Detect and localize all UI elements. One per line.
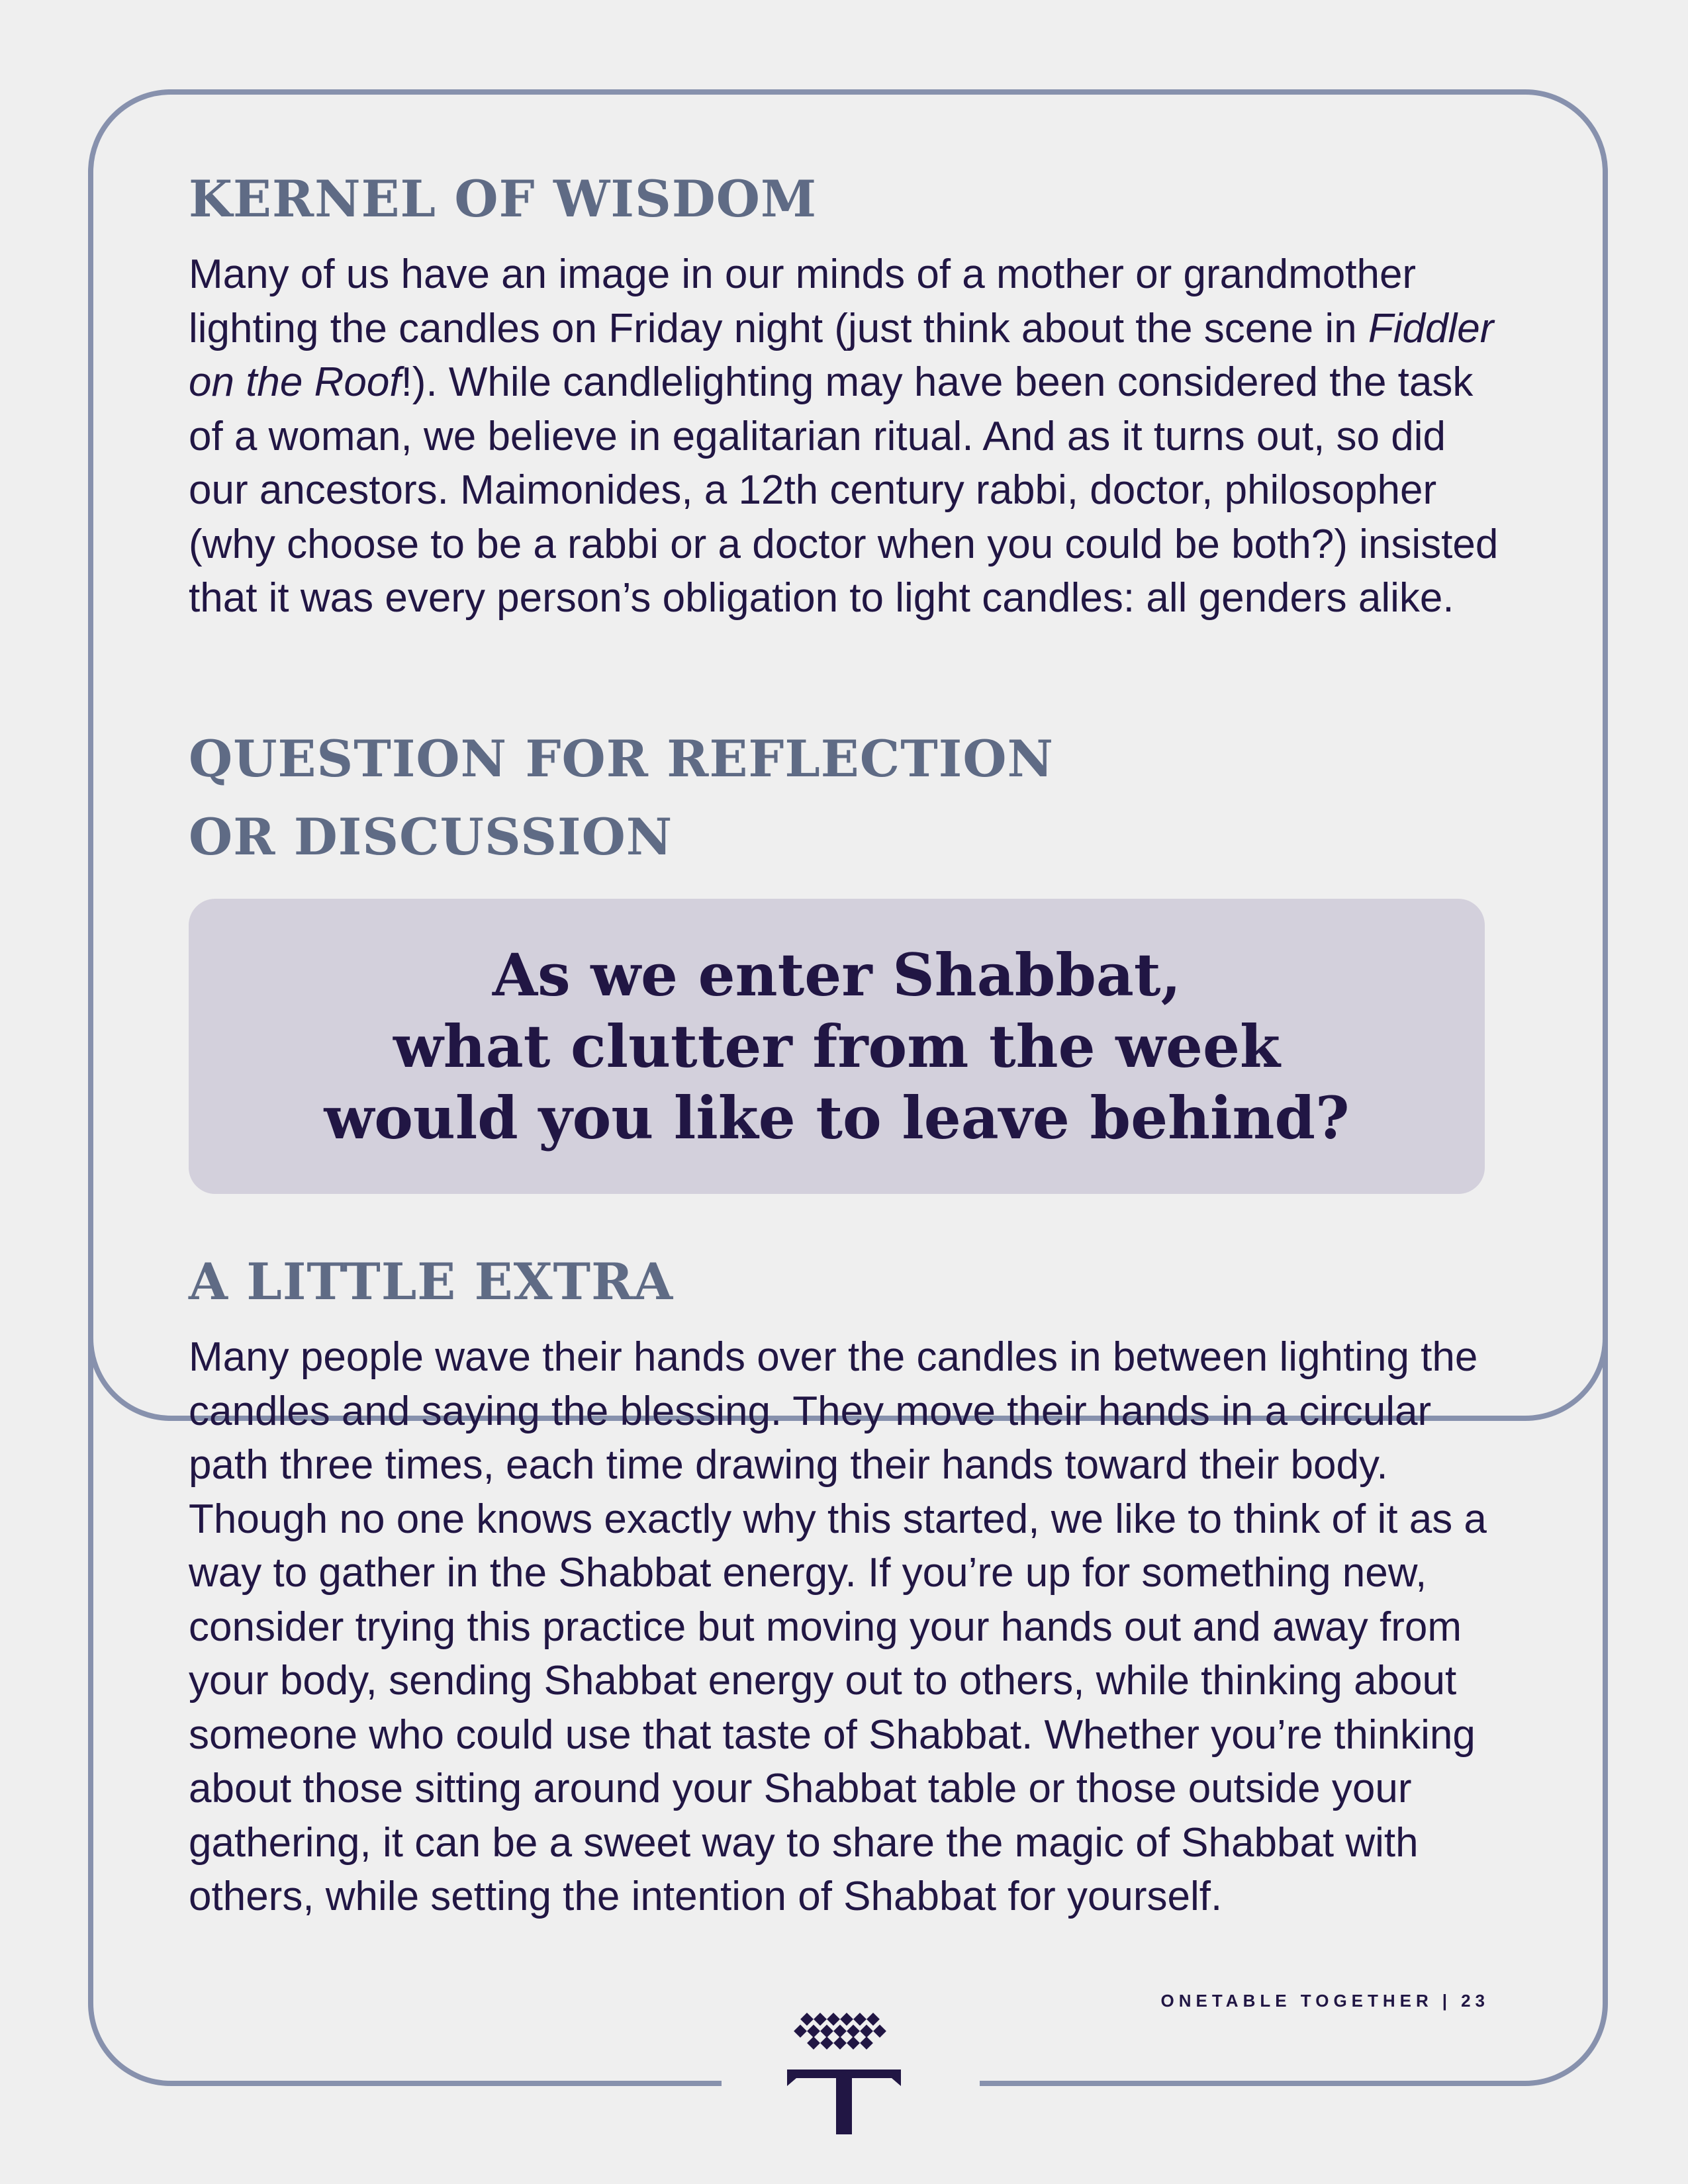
page-number: 23 bbox=[1461, 1991, 1489, 2011]
question-heading-line2: OR DISCUSSION bbox=[189, 807, 673, 866]
footer-brand: ONETABLE TOGETHER bbox=[1160, 1991, 1433, 2011]
question-prompt-line1: As we enter Shabbat, bbox=[492, 940, 1182, 1009]
question-prompt bbox=[324, 939, 1349, 1154]
logo-diamonds bbox=[794, 2013, 886, 2050]
kernel-body bbox=[189, 248, 1499, 625]
kernel-heading: KERNEL OF WISDOM bbox=[189, 169, 818, 228]
onetable-logo-icon bbox=[784, 2012, 904, 2138]
question-prompt-line3: would you like to leave behind? bbox=[324, 1083, 1350, 1152]
question-heading-line1: QUESTION FOR REFLECTION bbox=[189, 729, 1054, 788]
kernel-body-part1: Many of us have an image in our minds of a mother or grandmother lighting the candles on Friday night (just think about the scene in bbox=[189, 251, 1417, 351]
extra-body: Many people wave their hands over the candles in between lighting the candles and saying the blessing. They move their hands in a circular path three times, each time drawing their hands toward their body. Though no one knows exactly why this started, we like to think of it as a way to gather in the Shabbat energy. If you’re up for something new, consider trying this practice but moving your hands out and away from your body, sending Shabbat energy out to others, while thinking about someone who could use that taste of Shabbat. Whether you’re thinking about those sitting around your Shabbat table or those outside your gathering, it can be a sweet way to share the magic of Shabbat with others, while setting the intention of Shabbat for yourself. bbox=[189, 1334, 1487, 1919]
logo-t-shape bbox=[787, 2070, 901, 2134]
footer-separator: | bbox=[1442, 1991, 1452, 2011]
extra-heading: A LITTLE EXTRA bbox=[189, 1252, 674, 1311]
kernel-body-part2: !). While candlelighting may have been considered the task of a woman, we believe in egalitarian ritual. And as it turns out, so did our ancestors. Maimonides, a 12th century rabbi, doctor, philosopher (why choose to be a rabbi or a doctor when you could be both?) insisted that it was every person’s obligation to light candles: all genders alike. bbox=[189, 359, 1499, 621]
question-heading bbox=[189, 720, 1054, 876]
question-prompt-line2: what clutter from the week bbox=[393, 1012, 1280, 1081]
question-box bbox=[189, 899, 1485, 1194]
kernel-body-italic: Fiddler on the Roof bbox=[189, 305, 1494, 405]
page-footer bbox=[1161, 1991, 1489, 2011]
